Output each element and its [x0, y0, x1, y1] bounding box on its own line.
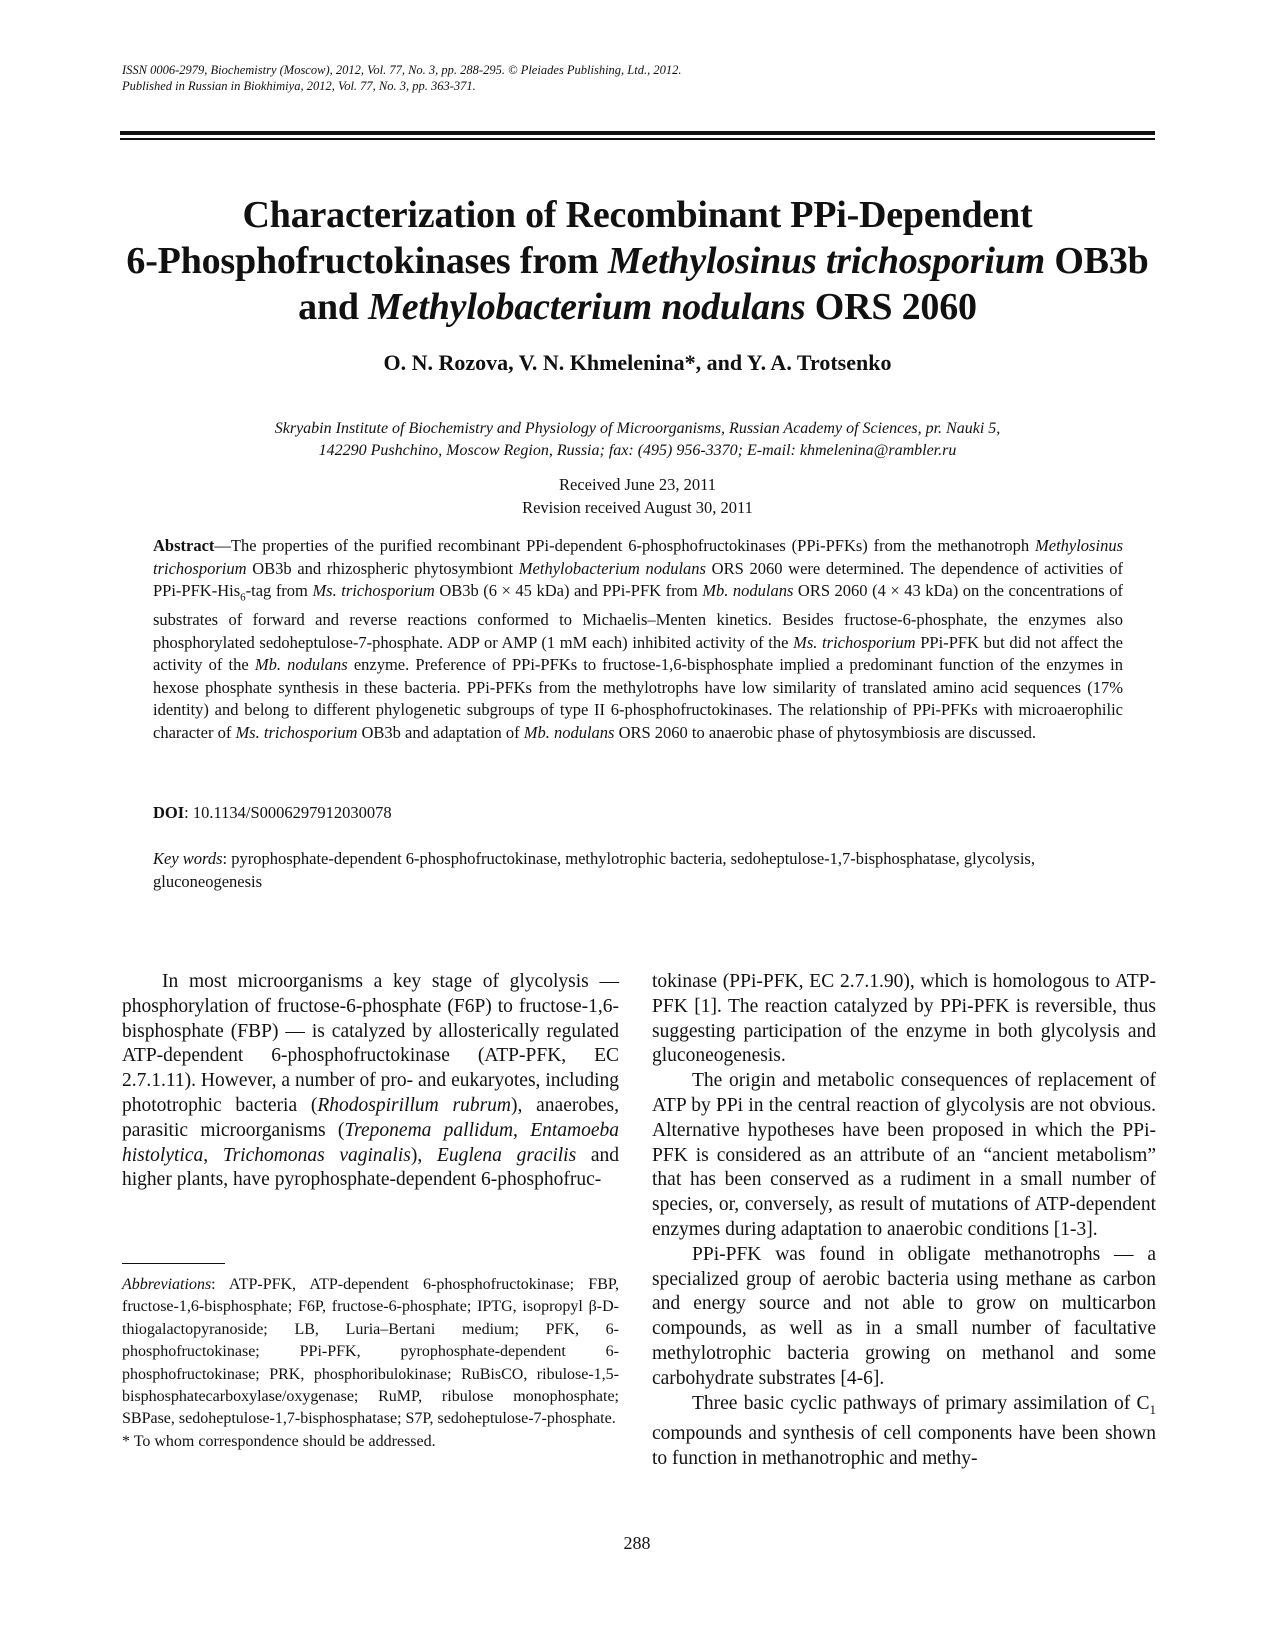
abstract-label: Abstract	[153, 536, 215, 555]
body-column-right	[652, 970, 1156, 1472]
abstract	[153, 535, 1123, 745]
doi	[153, 802, 1123, 824]
affiliation-line-1: Skryabin Institute of Biochemistry and Physiology of Microorganisms, Russian Academy of Sciences, pr. Nauki 5,	[274, 420, 1001, 437]
title-text: 6-Phosphofructokinases from	[126, 240, 608, 282]
abstract-text: -tag from	[245, 581, 313, 601]
body-text: ,	[203, 1144, 223, 1166]
doi-link[interactable]: : 10.1134/S0006297912030078	[184, 803, 392, 822]
abbreviations-text: : ATP-PFK, ATP-dependent 6-phosphofructokinase; FBP, fructose-1,6-bisphosphate; F6P, fructose-6-phosphate; IPTG, isopropyl β-D-thiogalactopyranoside; LB, Luria–Bertani medium; PFK, 6-phosphofructokinase; PPi-PFK, pyrophosphate-dependent 6-phosphofructokinase; PRK, phosphoribulokinase; RuBisCO, ribulose-1,5-bisphosphatecarboxylase/oxygenase; RuMP, ribulose monophosphate; SBPase, sedoheptulose-1,7-bisphosphatase; S7P, sedoheptulose-7-phosphate.	[122, 1276, 619, 1428]
authors: O. N. Rozova, V. N. Khmelenina*, and Y. A. Trotsenko	[383, 350, 892, 375]
body-species: Treponema pallidum	[344, 1119, 514, 1141]
body-paragraph: PPi-PFK was found in obligate methanotrophs — a specialized group of aerobic bacteria using methane as carbon and energy source and not able to grow on multicarbon compounds, as well as in a small number of facultative methylotrophic bacteria growing on methanol and some carbohydrate substrates [4-6].	[652, 1243, 1156, 1389]
title-line-3	[100, 284, 1175, 330]
body-text: ),	[410, 1144, 437, 1166]
footnotes	[122, 1274, 619, 1453]
page-number: 288	[623, 1533, 651, 1553]
abstract-subscript: 6	[240, 591, 246, 604]
title-species: Methylobacterium nodulans	[368, 286, 806, 328]
received-date: Received June 23, 2011	[558, 475, 717, 494]
abstract-species: Mb. nodulans	[254, 655, 348, 675]
body-text: and higher plants, have pyrophosphate-dependent 6-phosphofruc-	[122, 1144, 620, 1191]
header-rule-thick	[120, 131, 1155, 135]
abstract-text: OB3b (6 × 45 kDa) and PPi-PFK from	[434, 581, 703, 601]
body-text: In most microorganisms a key stage of glycolysis — phosphorylation of fructose-6-phosphate (F6P) to fructose-1,6-bisphosphate (FBP) — is catalyzed by allosterically regulated ATP-dependent 6-phosphofructokinase (ATP-PFK, EC 2.7.1.11). However, a number of pro- and eukaryotes, including phototrophic bacteria (	[122, 971, 619, 1116]
journal-header	[122, 62, 1162, 94]
keywords-text: : pyrophosphate-dependent 6-phosphofructokinase, methylotrophic bacteria, sedoheptulose-1,7-bisphosphatase, glycolysis, gluconeogenesis	[153, 849, 1035, 891]
title-text: and	[298, 286, 369, 328]
abstract-text: ORS 2060 to anaerobic phase of phytosymbiosis are discussed.	[614, 723, 1037, 743]
abstract-text: ORS 2060 were determined. The dependence of activities of PPi-PFK-His	[153, 558, 1123, 601]
title-text: OB3b	[1045, 240, 1149, 282]
abstract-species: Ms. trichosporium	[235, 723, 358, 743]
body-paragraph: The origin and metabolic consequences of replacement of ATP by PPi in the central reaction of glycolysis are not obvious. Alternative hypotheses have been proposed in which the PPi-PFK is considered as an attribute of an “ancient metabolism” that has been conserved as a rudiment in a small number of species, or, conversely, as result of mutations of ATP-dependent enzymes during adaptation to anaerobic conditions [1-3].	[652, 1070, 1156, 1240]
doi-label: DOI	[153, 803, 185, 822]
abbreviations-label: Abbreviations	[122, 1276, 212, 1293]
footnote-rule	[122, 1263, 225, 1264]
abstract-text: —The properties of the purified recombinant PPi-dependent 6-phosphofructokinases (PPi-PFKs) from the methanotroph	[214, 536, 1035, 555]
abstract-text: PPi-PFK but did not affect the activity of the	[153, 632, 1124, 675]
abstract-species: Mb. nodulans	[702, 581, 794, 601]
keywords-label: Key words	[153, 849, 223, 868]
body-text: compounds and synthesis of cell components have been shown to function in methanotrophic and methy-	[652, 1423, 1156, 1470]
abstract-species: Methylobacterium nodulans	[518, 558, 706, 578]
abstract-species: Ms. trichosporium	[312, 581, 435, 601]
affiliation-line-2: 142290 Pushchino, Moscow Region, Russia; fax: (495) 956-3370; E-mail: khmelenina@rambler.ru	[318, 442, 957, 459]
body-paragraph	[652, 1392, 1156, 1472]
body-text: ), anaerobes, parasitic microorganisms (	[122, 1094, 619, 1141]
revision-date: Revision received August 30, 2011	[522, 498, 753, 517]
body-column-left	[122, 970, 619, 1193]
header-russian-citation: Published in Russian in Biokhimiya, 2012, Vol. 77, No. 3, pp. 363-371.	[122, 79, 476, 93]
body-subscript: 1	[1149, 1401, 1156, 1417]
abstract-species: Ms. trichosporium	[793, 632, 916, 652]
dates	[140, 473, 1135, 519]
body-paragraph: tokinase (PPi-PFK, EC 2.7.1.90), which is homologous to ATP-PFK [1]. The reaction catalyzed by PPi-PFK is reversible, thus suggesting participation of the enzyme in both glycolysis and gluconeogenesis.	[652, 971, 1156, 1067]
title-line-1: Characterization of Recombinant PPi-Dependent	[242, 194, 1033, 236]
abstract-text: OB3b and rhizospheric phytosymbiont	[246, 558, 519, 578]
body-species: Euglena gracilis	[436, 1144, 577, 1166]
body-text: Three basic cyclic pathways of primary assimilation of C	[692, 1392, 1150, 1414]
abstract-species: Methylosinus trichosporium	[153, 536, 1123, 578]
correspondence-footnote: * To whom correspondence should be addressed.	[122, 1432, 436, 1450]
title-text: ORS 2060	[805, 286, 977, 328]
header-citation: ISSN 0006-2979, Biochemistry (Moscow), 2012, Vol. 77, No. 3, pp. 288-295. © Pleiades Publishing, Ltd., 2012.	[122, 63, 682, 77]
article-title	[100, 192, 1175, 330]
keywords	[153, 848, 1123, 893]
abstract-text: OB3b and adaptation of	[357, 723, 524, 743]
abbreviations-footnote	[122, 1274, 619, 1431]
body-paragraph	[122, 970, 619, 1193]
body-species: Trichomonas vaginalis	[222, 1144, 411, 1166]
body-species: Entamoeba histolytica	[122, 1119, 620, 1166]
abstract-text: ORS 2060 (4 × 43 kDa) on the concentrations of substrates of forward and reverse reactions conformed to Michaelis–Menten kinetics. Besides fructose-6-phosphate, the enzymes also phosphorylated sedoheptulose-7-phosphate. ADP or AMP (1 mM each) inhibited activity of the	[153, 581, 1124, 652]
header-rule-thin	[120, 138, 1155, 140]
affiliation	[140, 418, 1135, 462]
body-text: ,	[513, 1119, 531, 1141]
title-species: Methylosinus trichosporium	[607, 240, 1046, 282]
body-species: Rhodospirillum rubrum	[317, 1094, 512, 1116]
abstract-species: Mb. nodulans	[523, 723, 615, 743]
abstract-text: enzyme. Preference of PPi-PFKs to fructose-1,6-bisphosphate implied a predominant function of the enzymes in hexose phosphate synthesis in these bacteria. PPi-PFKs from the methylotrophs have low similarity of translated amino acid sequences (17% identity) and belong to different phylogenetic subgroups of type II 6-phosphofructokinases. The relationship of PPi-PFKs with microaerophilic character of	[153, 655, 1124, 743]
title-line-2	[100, 238, 1175, 284]
